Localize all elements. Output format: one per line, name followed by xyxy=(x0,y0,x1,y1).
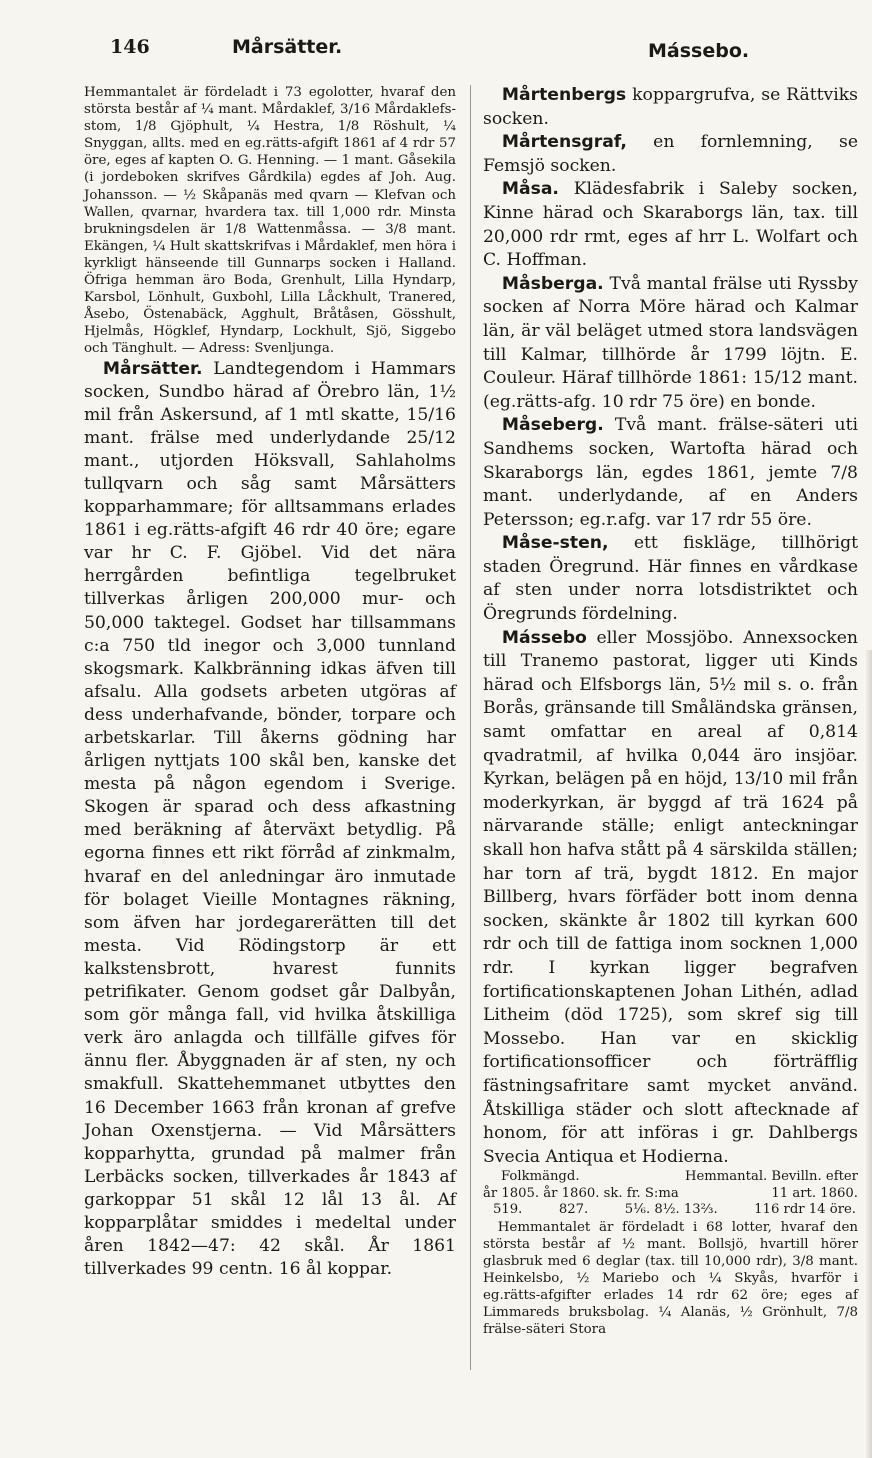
entry-body: ett fiskläge, tillhörigt staden Öregrund. Här finnes en vårdkase af sten under norra lotsdistriktet och Öregrunds fördelning. xyxy=(483,533,858,625)
running-head-left: Mårsätter. xyxy=(232,36,343,58)
stats-subheader-row xyxy=(483,1186,858,1203)
entry-headword: Måse-sten, xyxy=(501,533,609,554)
entry-headword: Måsa. xyxy=(501,179,559,200)
entry-masberga xyxy=(483,273,858,415)
left-column xyxy=(84,84,456,1281)
entry-headword: Mårtensgraf, xyxy=(501,132,627,153)
page-number: 146 xyxy=(110,36,150,58)
stats-header: Hemmantal. Bevilln. efter xyxy=(684,1169,858,1185)
entry-body: Landtegendom i Hammars socken, Sundbo härad af Örebro län, 1½ mil från Askersund, af 1 mtl skatte, 15/16 mant. frälse med underlydande 25/12 mant., utjorden Höksvall, Sahlaholms tullqvarn och såg samt Mårsätters kopparhammare; för alltsammans erlades 1861 i eg.rätts-afgift 46 rdr 40 öre; egare var hr C. F. Gjöbel. Vid det nära herrgården befintliga tegelbruket tillverkas årligen 200,000 mur- och 50,000 taktegel. Godset har tillsammans c:a 750 tld inegor och 3,000 tunnland skogsmark. Kalkbränning idkas äfven till afsalu. Alla godsets arbeten utgöras af dess underhafvande, bönder, torpare och arbetskarlar. Till åkerns gödning har årligen nyttjats 100 skål ben, kanske det mesta på någon egendom i Sverige. Skogen är sparad och dess afkastning med beräkning af återväxt betydlig. På egorna finnes ett rikt förråd af zinkmalm, hvaraf en del anledningar äro inmutade för bolaget Vieille Montagnes räkning, som äfven har jordegarerätten till det mesta. Vid Rödingstorp är ett kalkstensbrott, hvarest funnits petrifikater. Genom godset går Dalbyån, som gör många fall, vid hvilka åtskilliga verk äro anlagda och tillfälle gifves för ännu fler. Åbyggnaden är af sten, ny och smakfull. Skattehemmanet utbyttes den 16 December 1663 från kronan af grefve Johan Oxenstjerna. — Vid Mårsätters kopparhytta, grundad på malmer från Lerbäcks socken, tillverkades år 1843 af garkoppar 51 skål 12 lål 13 ål. Af kopparplåtar smiddes i medeltal under åren 1842—47: 42 skål. År 1861 tillverkades 99 centn. 16 ål koppar. xyxy=(84,358,456,1280)
stats-value: 5⅙. 8½. 13⅔. xyxy=(624,1202,718,1218)
stats-header: Folkmängd. xyxy=(501,1169,580,1185)
column-divider xyxy=(470,85,471,1370)
entry-body: eller Mossjöbo. Annexsocken till Tranemo pastorat, ligger uti Kinds härad och Elfsborgs län, 5½ mil s. o. från Borås, gränsande till Småländska gränsen, samt omfattar en areal af 0,814 qvadratmil, af hvilka 0,044 äro insjöar. Kyrkan, belägen på en höjd, 13/10 mil från moderkyrkan, är byggd af trä 1624 på närvarande ställe; enligt anteckningar skall hon hafva stått på 4 särskilda ställen; har torn af trä, bygdt 1812. En major Billberg, hvars förfäder bott inom denna socken, skänkte år 1802 till kyrkan 600 rdr och till de fattiga inom socknen 1,000 rdr. I kyrkan ligger begrafven fortificationskaptenen Johan Lithén, adlad Litheim (död 1725), som skref sig till Mossebo. Han var en skicklig fortificationsofficer och förträfflig fästningsafritare samt mycket använd. Åtskilliga städer och slott aftecknade af honom, för att införas i gr. Dahlbergs Svecia Antiqua et Hodierna. xyxy=(483,627,858,1167)
running-head-right: Mássebo. xyxy=(648,40,750,62)
entry-headword: Mårtenbergs xyxy=(501,85,627,105)
stats-values-row xyxy=(483,1202,858,1219)
stats-header-row xyxy=(483,1169,858,1186)
entry-mase-sten xyxy=(483,532,858,626)
entry-martensgraf xyxy=(483,131,858,178)
stats-subheader: år 1805. år 1860. sk. fr. S:ma xyxy=(483,1185,679,1201)
stats-value: 116 rdr 14 öre. xyxy=(754,1202,856,1218)
entry-headword: Måseberg. xyxy=(501,415,604,436)
statistics-table xyxy=(483,1169,858,1219)
entry-body: Två mantal frälse uti Ryssby socken af Norra Möre härad och Kalmar län, är väl beläget utmed stora landsvägen till Kalmar, tillhörde år 1799 löjtn. E. Couleur. Häraf tillhörde 1861: 15/12 mant. (eg.rätts-afg. 10 rdr 75 öre) en bonde. xyxy=(483,273,858,412)
entry-headword: Mássebo xyxy=(501,627,587,648)
page-edge-shadow xyxy=(866,650,872,1458)
entry-headword: Måsberga. xyxy=(501,273,604,294)
stats-subheader: 11 art. 1860. xyxy=(771,1185,858,1201)
entry-martenbergs xyxy=(483,84,858,131)
entry-headword: Mårsätter. xyxy=(102,358,203,379)
entry-body: Två mant. frälse-säteri uti Sandhems socken, Wartofta härad och Skaraborgs län, egdes 1861, jemte 7/8 mant. underlydande, af en Anders Petersson; eg.r.afg. var 17 rdr 55 öre. xyxy=(483,415,858,530)
stats-value: 827. xyxy=(558,1202,589,1218)
continued-paragraph: Hemmantalet är fördeladt i 73 egolotter, hvaraf den största består af ¼ mant. Mårdaklef, 3/16 Mårdaklefs-stom, 1/8 Gjöphult, ¼ Hestra, 1/8 Röshult, ¼ Snyggan, allts. med en eg.rätts-afgift 1861 af 4 rdr 57 öre, eges af kapten O. G. Henning. — 1 mant. Gåsekila (i jordeboken skrifves Gårdkila) egdes af Joh. Aug. Johansson. — ½ Skåpanäs med qvarn — Klefvan och Wallen, qvarnar, hvardera tax. till 1,000 rdr. Minsta brukningsdelen är 1/8 Wattenmåssa. — 3/8 mant. Ekängen, ¼ Hult skattskrifvas i Mårdaklef, men höra i kyrkligt hänseende till Gunnarps socken i Halland. Öfriga hemman äro Boda, Grenhult, Lilla Hyndarp, Karsbol, Lönhult, Guxbohl, Lilla Låckhult, Tranered, Åsebo, Östenabäck, Agghult, Bråtåsen, Gösshult, Hjelmås, Högklef, Hyndarp, Lockhult, Sjö, Siggebo och Tänghult. — Adress: Svenljunga. xyxy=(84,85,456,357)
entry-masa xyxy=(483,178,858,272)
entry-body: Klädesfabrik i Saleby socken, Kinne härad och Skaraborgs län, tax. till 20,000 rdr rmt, eges af hrr L. Wolfart och C. Hoffman. xyxy=(483,179,858,271)
entry-marsatter xyxy=(84,358,456,1282)
entry-body: en fornlemning, se Femsjö socken. xyxy=(483,132,858,176)
stats-value: 519. xyxy=(493,1202,523,1218)
entry-maseberg xyxy=(483,414,858,532)
right-column xyxy=(483,84,858,1338)
entry-body: koppargrufva, se Rättviks socken. xyxy=(483,85,858,129)
entry-massebo xyxy=(483,627,858,1170)
closing-paragraph: Hemmantalet är fördeladt i 68 lotter, hvaraf den största består af ½ mant. Bollsjö, hvartill hörer glasbruk med 6 deglar (tax. till 10,000 rdr), 3/8 mant. Heinkelsbo, ½ Mariebo och ¼ Skyås, hvarför i eg.rätts-afgifter erlades 14 rdr 62 öre; eges af Limmareds bruksbolag. ¼ Alanäs, ½ Grönhult, 7/8 frälse-säteri Stora xyxy=(483,1219,858,1337)
